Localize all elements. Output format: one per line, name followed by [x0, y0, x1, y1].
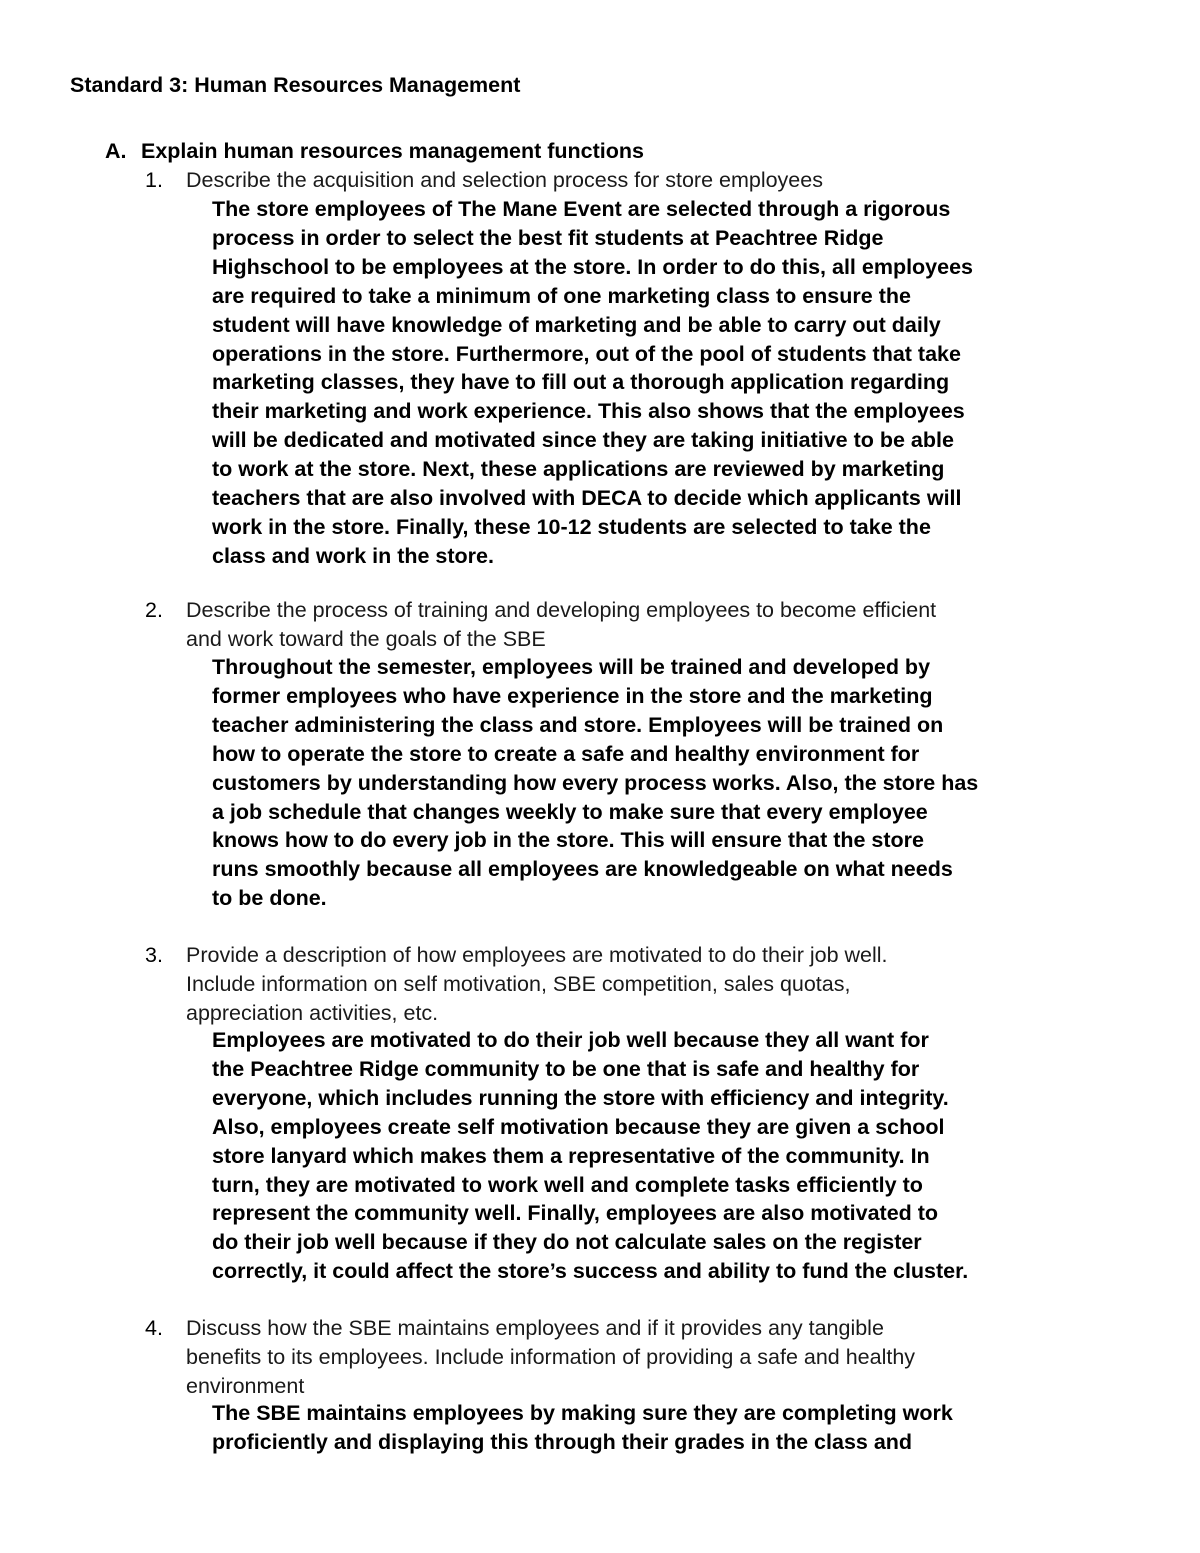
answer-line: correctly, it could affect the store’s success and ability to fund the cluster.: [212, 1259, 969, 1284]
item-prompt: [186, 596, 1136, 654]
answer-line: everyone, which includes running the store with efficiency and integrity.: [212, 1085, 949, 1110]
prompt-line: appreciation activities, etc.: [186, 1001, 439, 1025]
item-number: 1.: [145, 168, 163, 192]
answer-line: the Peachtree Ridge community to be one that is safe and healthy for: [212, 1056, 920, 1081]
item-answer: [212, 653, 1142, 913]
answer-line: to work at the store. Next, these applications are reviewed by marketing: [212, 457, 945, 482]
answer-line: turn, they are motivated to work well and complete tasks efficiently to: [212, 1172, 923, 1197]
answer-line: teacher administering the class and store. Employees will be trained on: [212, 712, 944, 737]
section-heading: [105, 136, 644, 166]
answer-line: a job schedule that changes weekly to make sure that every employee: [212, 799, 928, 824]
answer-line: The store employees of The Mane Event are selected through a rigorous: [212, 197, 951, 221]
answer-line: their marketing and work experience. This also shows that the employees: [212, 399, 965, 424]
section-letter: A.: [105, 139, 127, 163]
item-answer: [212, 1026, 1142, 1286]
prompt-line: Discuss how the SBE maintains employees and if it provides any tangible: [186, 1316, 884, 1340]
answer-line: store lanyard which makes them a representative of the community. In: [212, 1143, 930, 1168]
prompt-line: Describe the process of training and developing employees to become efficient: [186, 598, 937, 622]
answer-line: marketing classes, they have to fill out a thorough application regarding: [212, 370, 950, 395]
answer-line: to be done.: [212, 886, 327, 911]
answer-line: operations in the store. Furthermore, out of the pool of students that take: [212, 341, 961, 366]
prompt-line: benefits to its employees. Include information of providing a safe and healthy: [186, 1345, 916, 1369]
answer-line: Highschool to be employees at the store. In order to do this, all employees: [212, 254, 974, 279]
prompt-line: and work toward the goals of the SBE: [186, 627, 546, 651]
item-prompt: [186, 941, 1136, 1028]
answer-line: are required to take a minimum of one marketing class to ensure the: [212, 283, 911, 308]
answer-line: will be dedicated and motivated since they are taking initiative to be able: [212, 428, 954, 453]
item-number: 3.: [145, 943, 163, 967]
answer-line: class and work in the store.: [212, 543, 494, 568]
answer-line: knows how to do every job in the store. This will ensure that the store: [212, 828, 924, 853]
section-heading-text: Explain human resources management functions: [141, 139, 644, 163]
item-prompt: [186, 166, 1136, 195]
answer-line: Also, employees create self motivation because they are given a school: [212, 1114, 945, 1139]
answer-line: teachers that are also involved with DECA to decide which applicants will: [212, 486, 962, 511]
prompt-line: Provide a description of how employees are motivated to do their job well.: [186, 943, 888, 967]
answer-line: process in order to select the best fit students at Peachtree Ridge: [212, 225, 884, 250]
prompt-line: Include information on self motivation, SBE competition, sales quotas,: [186, 972, 851, 996]
answer-line: do their job well because if they do not calculate sales on the register: [212, 1230, 922, 1255]
item-number: 4.: [145, 1316, 163, 1340]
item-answer: [212, 195, 1142, 571]
answer-line: student will have knowledge of marketing and be able to carry out daily: [212, 312, 941, 337]
prompt-line: environment: [186, 1374, 305, 1398]
prompt-line: Describe the acquisition and selection process for store employees: [186, 168, 823, 192]
answer-line: runs smoothly because all employees are knowledgeable on what needs: [212, 857, 953, 882]
answer-line: Employees are motivated to do their job well because they all want for: [212, 1028, 929, 1052]
answer-line: Throughout the semester, employees will be trained and developed by: [212, 655, 931, 679]
answer-line: customers by understanding how every process works. Also, the store has: [212, 770, 979, 795]
answer-line: The SBE maintains employees by making sure they are completing work: [212, 1401, 953, 1425]
item-prompt: [186, 1314, 1136, 1401]
answer-line: represent the community well. Finally, employees are also motivated to: [212, 1201, 939, 1226]
answer-line: former employees who have experience in the store and the marketing: [212, 683, 933, 708]
item-answer: [212, 1399, 1142, 1457]
answer-line: proficiently and displaying this through their grades in the class and: [212, 1429, 913, 1454]
answer-line: work in the store. Finally, these 10-12 students are selected to take the: [212, 514, 931, 539]
document-title: Standard 3: Human Resources Management: [70, 73, 521, 97]
answer-line: how to operate the store to create a safe and healthy environment for: [212, 741, 920, 766]
item-number: 2.: [145, 598, 163, 622]
